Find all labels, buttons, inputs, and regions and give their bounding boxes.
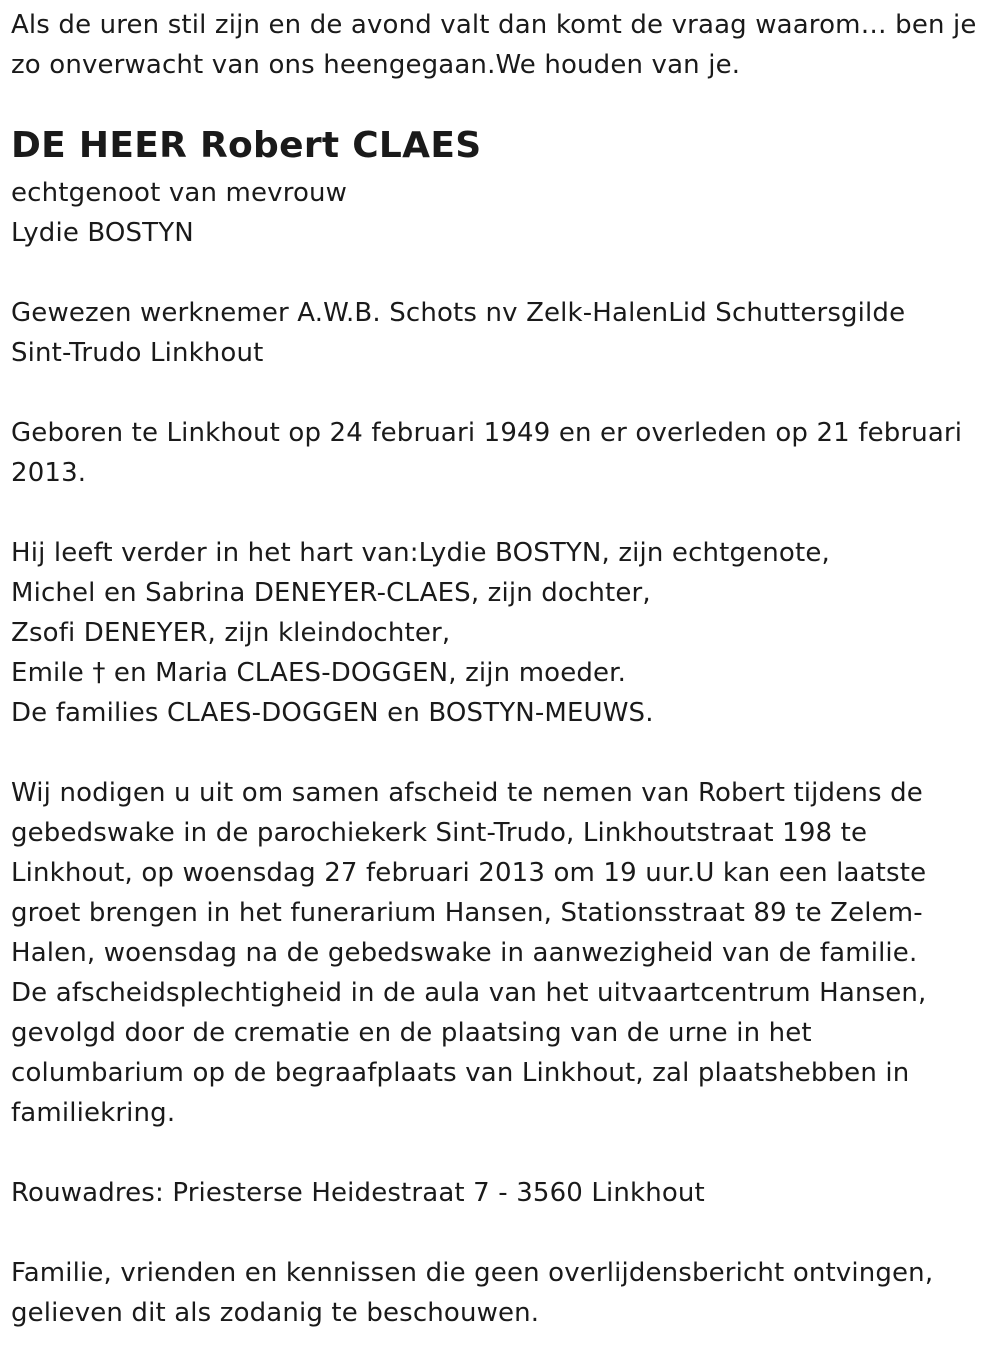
- ceremony-line: Linkhout, op woensdag 27 februari 2013 om 19 uur.U kan een laatste: [11, 858, 927, 888]
- spacer: [11, 493, 990, 533]
- intro-line: zo onverwacht van ons heengegaan.We houden van je.: [11, 50, 741, 80]
- survivor-line: Michel en Sabrina DENEYER-CLAES, zijn dochter,: [11, 578, 651, 608]
- survivor-line: Emile † en Maria CLAES-DOGGEN, zijn moeder.: [11, 658, 627, 688]
- spacer: [11, 733, 990, 773]
- spacer: [11, 1213, 990, 1253]
- ceremony-line: De afscheidsplechtigheid in de aula van het uitvaartcentrum Hansen,: [11, 978, 927, 1008]
- mourning-address: Rouwadres: Priesterse Heidestraat 7 - 3560 Linkhout: [11, 1178, 705, 1208]
- ceremony-line: gevolgd door de crematie en de plaatsing van de urne in het: [11, 1018, 812, 1048]
- survivors-text: [11, 533, 990, 733]
- closing-line: gelieven dit als zodanig te beschouwen.: [11, 1298, 540, 1328]
- spacer: [11, 1133, 990, 1173]
- spouse-name: Lydie BOSTYN: [11, 218, 194, 248]
- birth-death-line: 2013.: [11, 458, 87, 488]
- intro-line: Als de uren stil zijn en de avond valt dan komt de vraag waarom… ben je: [11, 10, 977, 40]
- ceremony-line: Wij nodigen u uit om samen afscheid te nemen van Robert tijdens de: [11, 778, 923, 808]
- survivor-line: Hij leeft verder in het hart van:Lydie BOSTYN, zijn echtgenote,: [11, 538, 830, 568]
- career-line: Sint-Trudo Linkhout: [11, 338, 264, 368]
- ceremony-line: gebedswake in de parochiekerk Sint-Trudo, Linkhoutstraat 198 te: [11, 818, 868, 848]
- deceased-name: DE HEER Robert CLAES: [11, 125, 482, 166]
- ceremony-text: [11, 773, 990, 1133]
- ceremony-line: Halen, woensdag na de gebedswake in aanwezigheid van de familie.: [11, 938, 918, 968]
- spacer: [11, 373, 990, 413]
- birth-death-text: [11, 413, 990, 493]
- spouse-label: echtgenoot van mevrouw: [11, 178, 348, 208]
- spacer: [11, 253, 990, 293]
- ceremony-line: groet brengen in het funerarium Hansen, Stationsstraat 89 te Zelem-: [11, 898, 923, 928]
- ceremony-line: columbarium op de begraafplaats van Linkhout, zal plaatshebben in: [11, 1058, 910, 1088]
- birth-death-line: Geboren te Linkhout op 24 februari 1949 en er overleden op 21 februari: [11, 418, 963, 448]
- career-text: [11, 293, 990, 373]
- ceremony-line: familiekring.: [11, 1098, 176, 1128]
- intro-text: [11, 5, 990, 85]
- closing-line: Familie, vrienden en kennissen die geen overlijdensbericht ontvingen,: [11, 1258, 934, 1288]
- survivor-line: Zsofi DENEYER, zijn kleindochter,: [11, 618, 451, 648]
- survivor-line: De families CLAES-DOGGEN en BOSTYN-MEUWS.: [11, 698, 654, 728]
- career-line: Gewezen werknemer A.W.B. Schots nv Zelk-HalenLid Schuttersgilde: [11, 298, 906, 328]
- closing-text: [11, 1253, 990, 1333]
